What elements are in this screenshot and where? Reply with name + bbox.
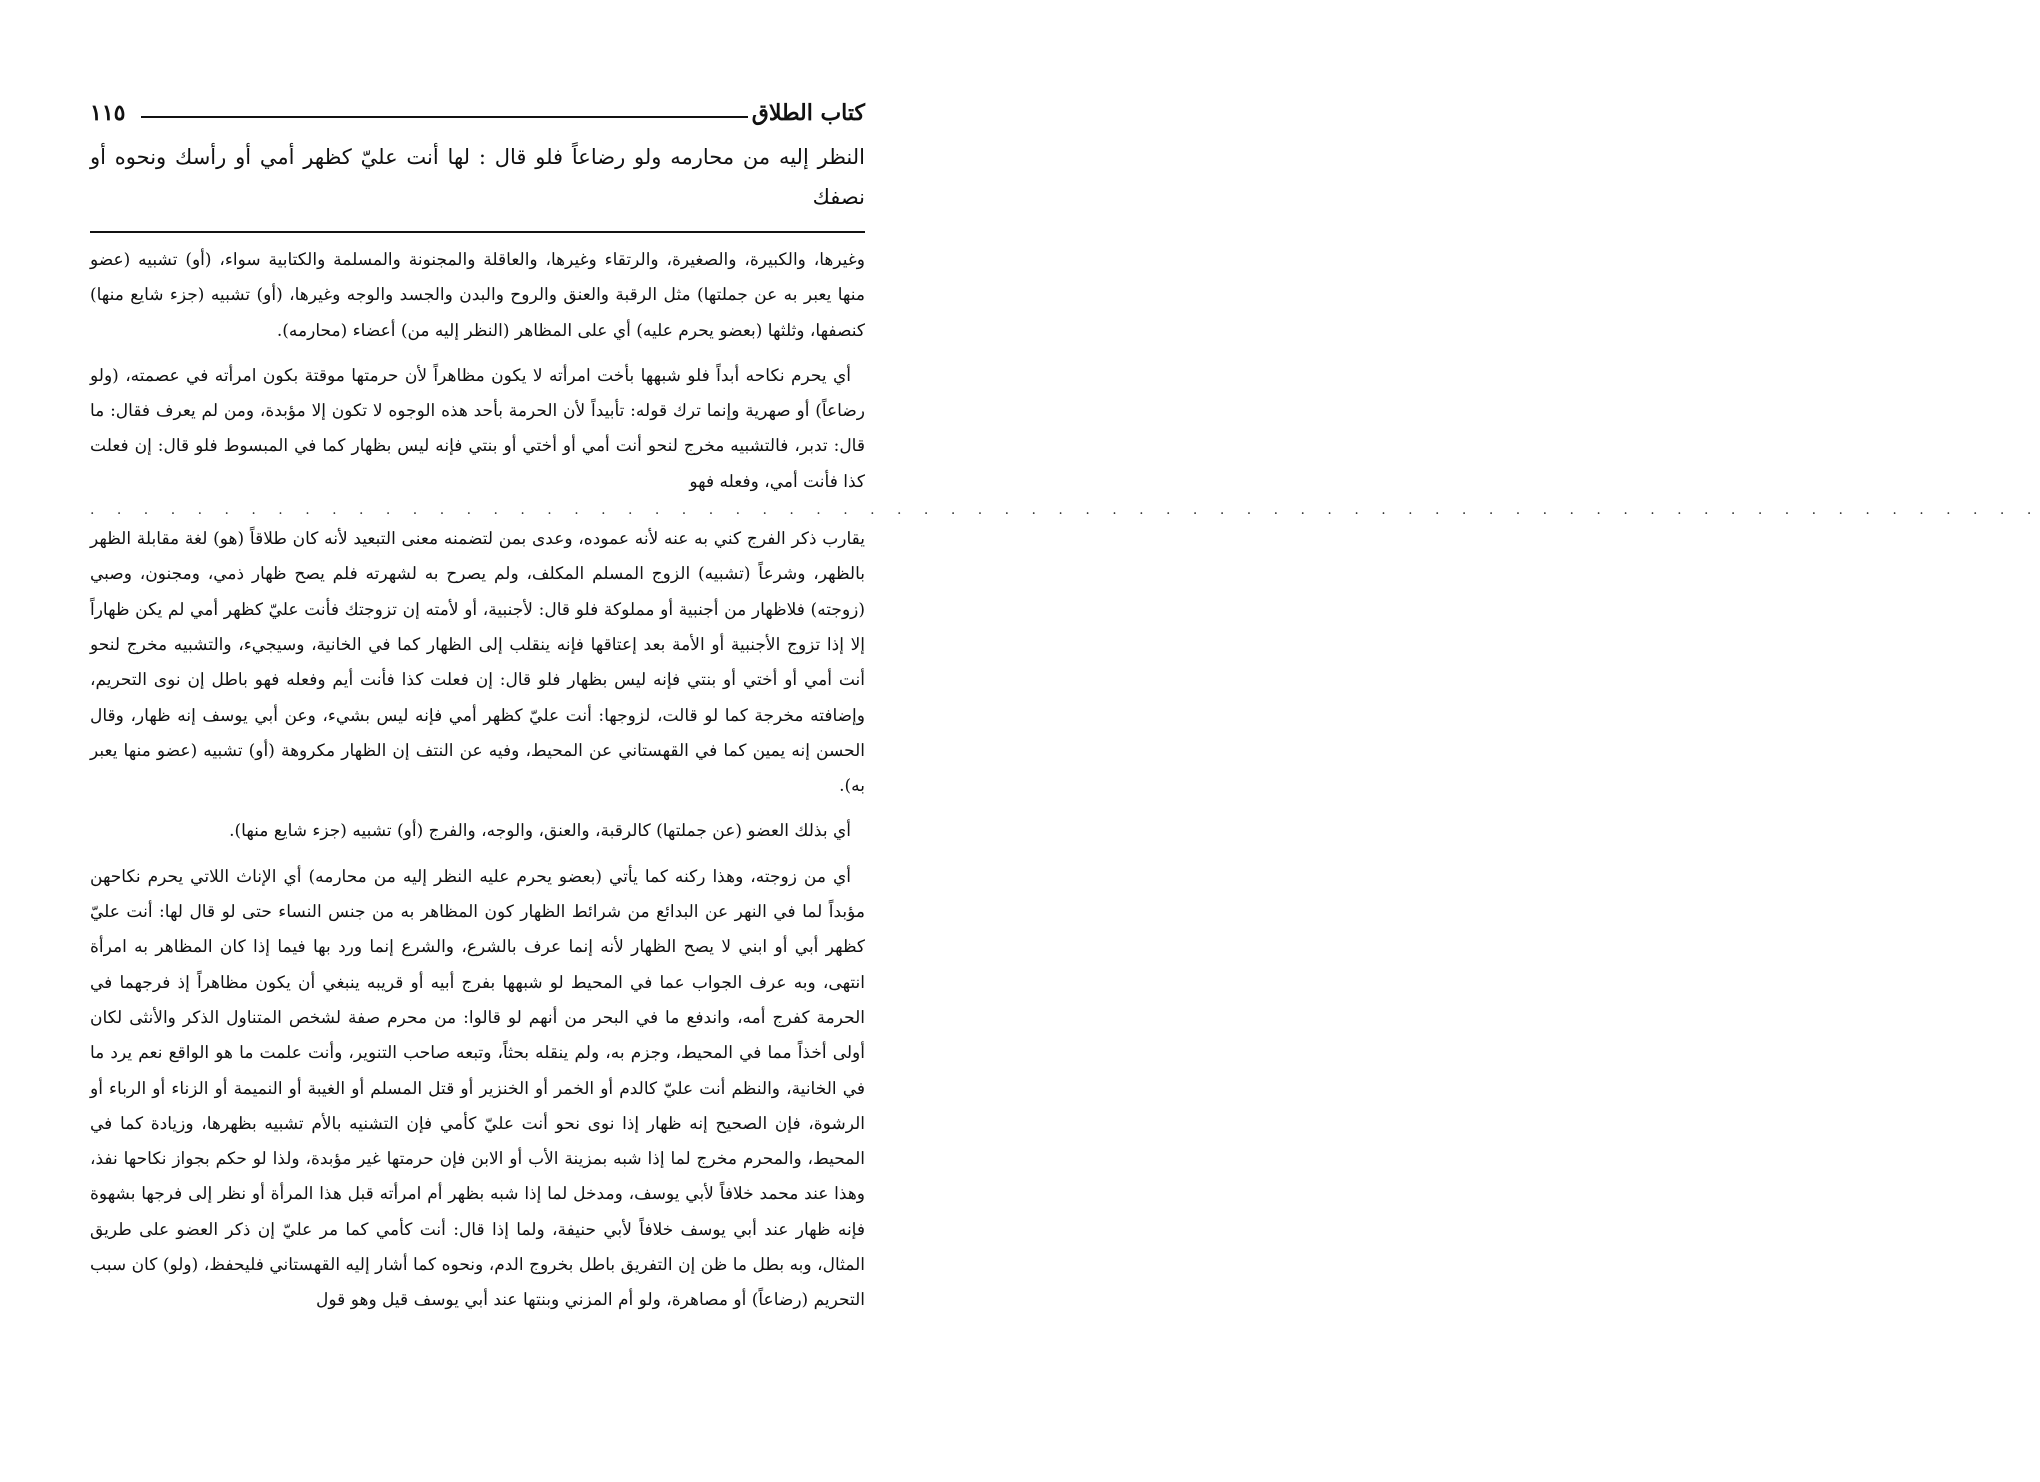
commentary-paragraph-3: يقارب ذكر الفرج كني به عنه لأنه عموده، وعدى بمن لتضمنه معنى التبعيد لأنه كان طلاقاً (هو) لغة مقابلة الظهر بالظهر، وشرعاً (تشبيه) الزوج المسلم المكلف، ولم يصرح به لشهرته فلم يصح ظهار ذمي، ومجنون، وصبي (زوجته) فلاظهار من أجنبية أو مملوكة فلو قال: لأجنبية، أو لأمته إن تزوجتك فأنت عليّ كظهر أمي لم يكن ظهاراً إلا إذا تزوج الأجنبية أو الأمة بعد إعتاقها فإنه ينقلب إلى الظهار كما في الخانية، وسيجيء، والتشبيه مخرج لنحو أنت أمي أو أختي أو بنتي فإنه ليس بظهار فلو قال: إن فعلت كذا فأنت أيم وفعله فهو باطل إن نوى التحريم، وإضافته مخرجة كما لو قالت، لزوجها: أنت عليّ كظهر أمي فإنه ليس بشيء، وعن أبي يوسف إنه ظهار، وقال الحسن إنه يمين كما في القهستاني عن المحيط، وفيه عن النتف إن الظهار مكروهة (أو) تشبيه (عضو منها يعبر به). xyxy=(90,529,865,797)
text-divider xyxy=(90,231,865,233)
section-separator: . . . . . . . . . . . . . . . . . . . . . . . . . . . . . . . . . . . . . . . . . . . . . . . . . . . . . . . . . . . . . . . . . . . . . . . . . xyxy=(90,502,2040,519)
running-header xyxy=(90,95,865,131)
page-number: ١١٥ xyxy=(90,100,126,126)
book-title: كتاب الطلاق xyxy=(751,100,865,126)
commentary-paragraph-2: أي يحرم نكاحه أبداً فلو شبهها بأخت امرأته لا يكون مظاهراً لأن حرمتها موقتة بكون امرأته في عصمته، (ولو رضاعاً) أو صهرية وإنما ترك قوله: تأبيداً لأن الحرمة بأحد هذه الوجوه لا تكون إلا مؤبدة، ومن لم يعرف فقال: ما قال: تدبر، فالتشبيه مخرج لنحو أنت أمي أو أختي أو بنتي فإنه ليس بظهار كما في المبسوط فلو قال: إن فعلت كذا فأنت أمي، وفعله فهو xyxy=(90,365,865,492)
commentary-paragraph-4: أي بذلك العضو (عن جملتها) كالرقبة، والعنق، والوجه، والفرج (أو) تشبيه (جزء شايع منها). xyxy=(229,821,851,842)
header-rule xyxy=(141,116,747,118)
commentary-paragraph-1: وغيرها، والكبيرة، والصغيرة، والرتقاء وغيرها، والعاقلة والمجنونة والمسلمة والكتابية سواء، (أو) تشبيه (عضو منها يعبر به عن جملتها) مثل الرقبة والعنق والروح والبدن والجسد والوجه وغيرها، (أو) تشبيه (جزء شايع منها) كنصفها، وثلثها (بعضو يحرم عليه) أي على المظاهر (النظر إليه من) أعضاء (محارمه). xyxy=(90,250,865,341)
commentary-paragraph-5: أي من زوجته، وهذا ركنه كما يأتي (بعضو يحرم عليه النظر إليه من محارمه) أي الإناث اللاتي يحرم نكاحهن مؤبداً لما في النهر عن البدائع من شرائط الظهار كون المظاهر به من جنس النساء حتى لو قال لها: أنت عليّ كظهر أبي أو ابني لا يصح الظهار لأنه إنما عرف بالشرع، والشرع إنما ورد بها فيما إذا كان المظاهر به امرأة انتهى، وبه عرف الجواب عما في المحيط لو شبهها بفرج أبيه أو قريبه ينبغي أن يكون مظاهراً إذ فرجهما في الحرمة كفرج أمه، واندفع ما في البحر من أنهم لو قالوا: من محرم صفة لشخص المتناول الذكر والأنثى لكان أولى أخذاً مما في المحيط، وجزم به، ولم ينقله بحثاً، وتبعه صاحب التنوير، وأنت علمت ما هو الواقع نعم يرد ما في الخانية، والنظم أنت عليّ كالدم أو الخمر أو الخنزير أو قتل المسلم أو الغيبة أو النميمة أو الزناء أو الرباء أو الرشوة، فإن الصحيح إنه ظهار إذا نوى نحو أنت عليّ كأمي فإن التشنيه بالأم تشبيه بظهرها، وزيادة كما في المحيط، والمحرم مخرج لما إذا شبه بمزينة الأب أو الابن فإن حرمتها غير مؤبدة، ولذا لو حكم بجواز نكاحها نفذ، وهذا عند محمد خلافاً لأبي يوسف، ومدخل لما إذا شبه بظهر أم امرأته قبل هذا المرأة أو نظر إلى فرجها بشهوة فإنه ظهار عند أبي يوسف خلافاً لأبي حنيفة، ولما إذا قال: أنت كأمي كما مر عليّ إن ذكر العضو على طريق المثال، وبه بطل ما ظن إن التفريق باطل بخروج الدم، ونحوه كما أشار إليه القهستاني فليحفظ، (ولو) كان سبب التحريم (رضاعاً) أو مصاهرة، ولو أم المزني وبنتها عند أبي يوسف قيل وهو قول xyxy=(90,866,865,1311)
main-text: النظر إليه من محارمه ولو رضاعاً فلو قال : لها أنت عليّ كظهر أمي أو رأسك ونحوه أو نصفك xyxy=(90,145,865,209)
